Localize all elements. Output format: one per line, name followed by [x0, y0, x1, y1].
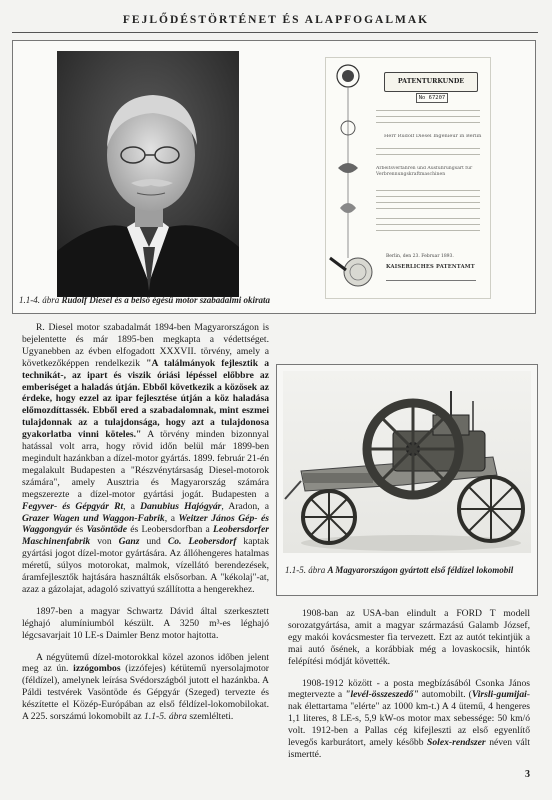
running-head: FEJLŐDÉSTÖRTÉNET ÉS ALAPFOGALMAK: [122, 14, 430, 26]
paragraph: [288, 678, 530, 761]
text-run: , a: [123, 500, 141, 512]
text-run: "A találmányok fejlesztik a technikát-, az ipart és viszik óriási lépéssel előbbre az emberiséget a haladás útján. Ebből következik a közösek az érdeke, hogy ezzel az ipar fejlesztése útján a köz haladása előmozdíttassék. Ebből ered a szabadalomnak, mint eszmei tulajdonnak az a tulajdonsága, hogy azt a tulajdonosa gyakorlatba vinni köteles.": [22, 357, 269, 441]
text-run: und: [139, 536, 168, 548]
text-run: Leobersdorfer Maschinenfabrik: [22, 524, 269, 548]
text-run: automobilt. (: [418, 689, 472, 701]
text-run: A törvény minden bizonnyal hatással volt arra, hogy rövid időn belül már 1899-ben megindult hazánkban a dízel-motor gyártás. 1899. február 21-én megalakult Budapesten a "Részvénytársaság Diesel-motorok számára", amely Ausztria és Magyarország számára megszerezte a dízel-motor gyártási jogát. Budapesten a: [22, 429, 269, 500]
text-run: szemlélteti.: [186, 711, 234, 723]
text-run: -nak élettartama "elérte" az 1000 km-t.) A 4 ütemű, 4 hengeres 1,1 literes, 8 LE-s, 5,9 kW-os motor max sebessége: 50 km/ó volt. 1912-ben a Pallas cég kifejleszti az első egyenlítő levegős karburátort, amely később: [288, 689, 530, 749]
lokomobil-photo: [283, 371, 531, 553]
text-run: R. Diesel motor szabadalmát 1894-ben Magyarországon is bejelentette és már 1895-ben megkapta a védettséget. Ugyanebben az évben elfogadott XXXVII. törvény, amely a következőképpen rendelkezik: [22, 322, 269, 369]
text-run: Fegyver- és Gépgyár Rt: [22, 500, 124, 512]
text-run: "levél-összeszedő": [345, 689, 419, 701]
text-run: Grazer Wagen und Waggon-Fabrik: [22, 512, 165, 524]
text-run: és Leobersdorfban a: [126, 524, 214, 536]
text-run: Virsli-gumijai: [471, 689, 527, 701]
text-run: von: [90, 536, 119, 548]
patent-certificate: [325, 57, 491, 299]
paragraph: [22, 652, 269, 723]
page-number: 3: [525, 769, 530, 780]
patent-title: PATENTURKUNDE: [384, 72, 478, 92]
paragraph: [22, 322, 269, 596]
text-run: Co. Leobersdorf: [167, 536, 237, 548]
text-run: 1897-ben a magyar Schwartz Dávid által szerkesztett léghajó alumíniumból készült. A 3250 m³-es léghajó légcsavarjait 10 LE-s Daimler Benz motor hajtotta.: [22, 605, 269, 641]
paragraph: [288, 608, 530, 668]
text-run: izzógombos: [73, 663, 121, 675]
text-run: Danubius Hajógyár: [140, 500, 222, 512]
text-run: 1908-ban az USA-ban elindult a FORD T modell sorozatgyártása, amit a magyar származású Galamb József, egy makói kovácsmester fia tervezett. Ezt az autót tekintjük a mai autó ősének, a korábbiak még a lovaskocsik, hintók felépítési módját követték.: [288, 608, 530, 667]
text-run: néven vált ismertté.: [288, 737, 531, 760]
header-rule: [12, 32, 538, 33]
paragraph: [22, 606, 269, 642]
figure-1-1-5: [276, 364, 538, 596]
text-run: Weitzer János Gép- és Waggongyár: [22, 512, 269, 536]
text-run: 1908-1912 között - a posta megbízásából Csonka János megtervezte a: [288, 677, 530, 701]
figure-right-caption: 1.1-5. ábra A Magyarországon gyártott első féldízel lokomobil: [285, 565, 514, 575]
text-run: 1.1-5. ábra: [144, 711, 187, 723]
patent-date: Berlin, den 23. Februar 1893.: [386, 254, 454, 259]
text-run: Ganz: [118, 536, 140, 548]
text-run: A négyütemű dízel-motorokkal közel azonos időben jelent meg az ún.: [22, 651, 269, 675]
text-run: , a: [164, 512, 179, 524]
figure-top-caption: 1.1-4. ábra Rudolf Diesel és a belső égésű motor szabadalmi okirata: [19, 295, 271, 305]
figure-1-1-4: [12, 40, 536, 314]
text-run: (izzófejes) kétütemű nyersolajmotor (féldízel), amelynek leírása Svédországból jutott el hazánkba. A Páldi testvérek Vasöntöde és Gépgyár (Szeged) tervezte és készítette el Közép-Európában az első féldízel-lokomobilokat. A 225. sorszámú lokomobilt az: [22, 663, 269, 723]
patent-office: KAISERLICHES PATENTAMT: [386, 264, 475, 270]
text-run: Solex-rendszer: [427, 737, 486, 749]
right-column-text: [288, 608, 530, 761]
patent-name-line: Herr Rudolf Diesel Ingenieur in Berlin: [384, 134, 482, 139]
text-run: és: [71, 524, 87, 536]
text-run: Vasöntöde: [86, 524, 127, 536]
rudolf-diesel-portrait: [57, 51, 239, 297]
text-run: , Aradon, a: [221, 500, 269, 512]
patent-subject: Arbeitsverfahren und Ausführungsart für Verbrennungskraftmaschinen: [376, 166, 473, 177]
text-run: kaptak gyártási jogot dízel-motor gyártására. Az állóhengeres hatalmas méretű, súlyos motorokat, malmok, vízellátó berendezések, áramfejlesztők hajtására használták elsősorban. A "kékolaj"-at, azaz a gázolajat, adagoló szivattyú szállította a hengerekhez.: [22, 536, 269, 595]
left-column-text: [22, 322, 269, 723]
patent-number: No 67207: [416, 93, 448, 103]
